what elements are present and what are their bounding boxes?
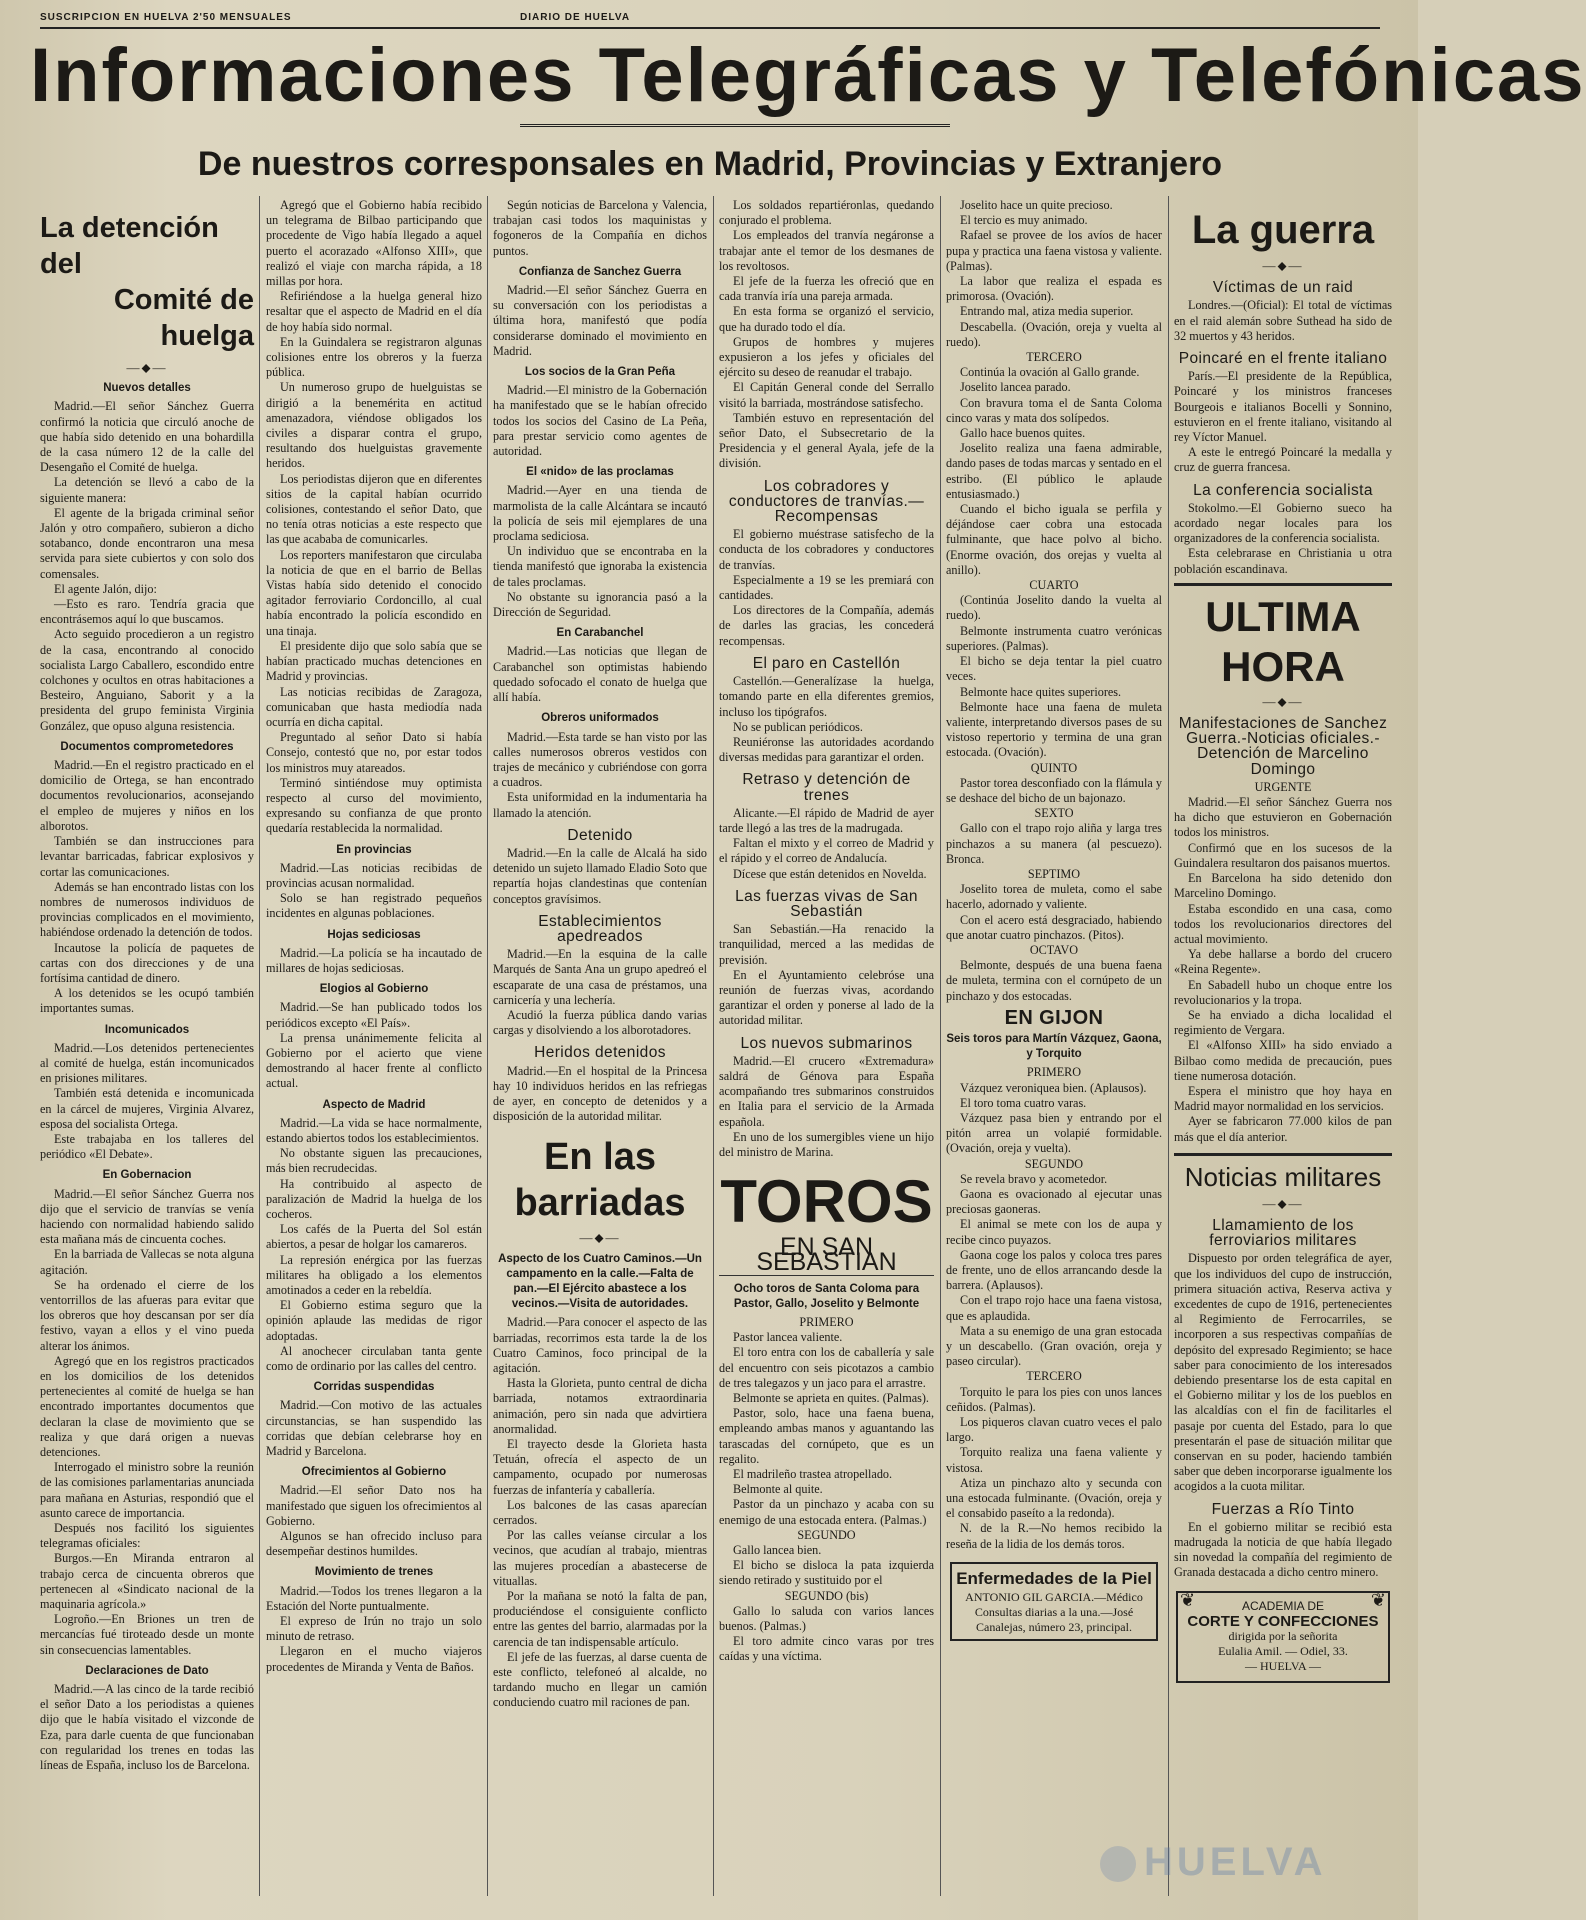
paragraph: Madrid.—Para conocer el aspecto de las barriadas, recorrimos esta tarde la de los Cuatro Caminos, foco principal de la agitación. — [493, 1315, 707, 1375]
paragraph: Belmonte al quite. — [733, 1482, 823, 1497]
paragraph: Ya debe hallarse a bordo del crucero «Reina Regente». — [1174, 947, 1392, 977]
round-label: SEGUNDO (bis) — [784, 1588, 869, 1603]
paragraph: Madrid.—Se han publicado todos los periódicos excepto «El País». — [266, 1000, 482, 1030]
paragraph: Gallo lo saluda con varios lances buenos. (Palmas.) — [719, 1603, 934, 1634]
paragraph: El jefe de la fuerza les ofreció que en cada tranvía iría una pareja armada. — [719, 274, 934, 304]
column-rule — [940, 196, 941, 1896]
paragraph: Castellón.—Generalízase la huelga, tomando parte en ella diferentes gremios, incluso los tipógrafos. — [719, 674, 934, 719]
paragraph: No obstante su ignorancia pasó a la Dirección de Seguridad. — [493, 589, 707, 620]
column-rule — [1168, 196, 1169, 1896]
paragraph: París.—El presidente de la República, Poincaré y los ministros franceses Bourgeois e italianos Bocelli y Sonnino, estuvieron en el frente italiano, visitando al rey Víctor Manuel. — [1174, 369, 1392, 445]
section-heading: Víctimas de un raid — [1212, 279, 1354, 297]
round-label: QUINTO — [1030, 760, 1078, 775]
section-heading: Seis toros para Martín Vázquez, Gaona, y Torquito — [946, 1032, 1162, 1061]
paragraph: Madrid.—El señor Dato nos ha manifestado que siguen los ofrecimientos al Gobierno. — [266, 1483, 482, 1528]
paragraph: Incautose la policía de paquetes de cartas con dos direcciones y de una fortísima cantidad de dinero. — [40, 940, 254, 985]
paragraph: No se publican periódicos. — [733, 719, 863, 734]
paragraph: Vázquez veroniquea bien. (Aplausos). — [960, 1080, 1147, 1095]
paragraph: Preguntado al señor Dato si había Consejo, contestó que no, por estar todos los ministros muy atareados. — [266, 730, 482, 775]
paragraph: En Barcelona ha sido detenido don Marcelino Domingo. — [1174, 871, 1392, 901]
paragraph: Un numeroso grupo de huelguistas se dirigió a la benemérita en actitud amenazadora, viéndose obligados los civiles a disparar contra el grupo, resultando dos huelguistas gravemente heridos. — [266, 380, 482, 471]
paragraph: Ha contribuido al aspecto de paralización de Madrid la huelga de los cocheros. — [266, 1176, 482, 1221]
section-heading: Corridas suspendidas — [313, 1381, 435, 1394]
paragraph: En el Ayuntamiento celebróse una reunión de fuerzas vivas, acordando garantizar el orden y ponerse al lado de la autoridad militar. — [719, 967, 934, 1028]
paragraph: El toro entra con los de caballería y sale del encuentro con seis picotazos a cambio de tres talegazos y un jaco para el arrastre. — [719, 1345, 934, 1390]
round-label: TERCERO — [1026, 1369, 1082, 1384]
paragraph: Los reporters manifestaron que circulaba la noticia de que en el barrio de Bellas Vistas había sido detenido el conocido agitador ferroviario Cordoncillo, al cual había encontrado la policía escondido en una tinaja. — [266, 547, 482, 638]
section-heading: Los socios de la Gran Peña — [524, 366, 676, 379]
section-heading: En provincias — [336, 843, 412, 856]
section-heading: Los cobradores y conductores de tranvías.—Recompensas — [728, 477, 925, 526]
ornament-divider: —⬥— — [1262, 693, 1304, 709]
paragraph: Madrid.—Todos los trenes llegaron a la Estación del Norte puntualmente. — [266, 1583, 482, 1613]
paragraph: Burgos.—En Miranda entraron al trabajo cerca de cincuenta obreros que pertenecen al «Sindicato nacional de la maquinaria agrícola.» — [40, 1551, 254, 1612]
paragraph: En el gobierno militar se recibió esta madrugada la noticia de que había llegado sin novedad la compañía del regimiento de Granada destacada a dicho centro minero. — [1174, 1519, 1392, 1580]
paragraph: Al anochecer circulaban tanta gente como de ordinario por las calles del centro. — [266, 1343, 482, 1374]
flourish-icon: ❦ — [1180, 1589, 1196, 1610]
round-label: TERCERO — [1026, 350, 1082, 365]
paragraph: Madrid.—Los detenidos pertenecientes al comité de huelga, están incomunicados en prisiones militares. — [40, 1040, 254, 1086]
paragraph: Madrid.—La vida se hace normalmente, estando abiertos todos los establecimientos. — [266, 1115, 482, 1145]
section-heading: Obreros uniformados — [541, 712, 659, 725]
round-label: SEGUNDO — [1024, 1156, 1084, 1171]
column-rule — [487, 196, 488, 1896]
paragraph: Además se han encontrado listas con los nombres de numerosos individuos de provincias complicados en el movimiento, habiéndose ordenado la detención de todos. — [40, 879, 254, 940]
paragraph: El Capitán General conde del Serrallo visitó la barriada, mostrándose satisfecho. — [719, 380, 934, 410]
paragraph: Llegaron en el mucho viajeros procedentes de Miranda y Venta de Baños. — [266, 1644, 482, 1674]
paragraph: Madrid.—Esta tarde se han visto por las calles numerosos obreros vestidos con trajes de mecánico y cubriéndose con gorra a cuadros. — [493, 729, 707, 790]
paragraph: Madrid.—El señor Sánchez Guerra confirmó la noticia que circuló anoche de que había sido detenido en una bohardilla de la casa número 12 de la calle del Desengaño el Comité de huelga. — [40, 399, 254, 475]
paragraph: El toro toma cuatro varas. — [960, 1095, 1087, 1110]
paragraph: Estaba escondido en una casa, como todos los revolucionarios directores del actual movimiento. — [1174, 901, 1392, 946]
page-banner: Informaciones Telegráficas y Telefónicas — [30, 33, 1586, 118]
paragraph: Vázquez pasa bien y entrando por el pitón arrea un volapié formidable. (Ovación, oreja y vuelta). — [946, 1110, 1162, 1156]
paragraph: Torquito realiza una faena valiente y vistosa. — [946, 1445, 1162, 1475]
paragraph: Madrid.—Las noticias recibidas de provincias acusan normalidad. — [266, 860, 482, 890]
paragraph: Espera el ministro que hoy haya en Madrid mayor normalidad en los servicios. — [1174, 1083, 1392, 1114]
section-heading: Documentos comprometedores — [60, 740, 234, 753]
paragraph: Torquito le para los pies con unos lances ceñidos. (Palmas). — [946, 1384, 1162, 1414]
ad-line: Eulalia Amil. — Odiel, 33. — [1218, 1644, 1348, 1659]
paragraph: El animal se mete con los de aupa y recibe cinco puyazos. — [946, 1217, 1162, 1247]
paragraph: Gallo lancea bien. — [733, 1543, 822, 1558]
paragraph: El trayecto desde la Glorieta hasta Tetuán, ofrecía el aspecto de un campamento, ocupado por numerosas fuerzas de infantería y caballería. — [493, 1437, 707, 1497]
paragraph: Joselito realiza una faena admirable, dando pases de todas marcas y sentado en el estribo. (El público le aplaude entusiasmado.) — [946, 441, 1162, 501]
paragraph: Reuniéronse las autoridades acordando diversas medidas para garantizar el orden. — [719, 734, 934, 765]
paragraph: Madrid.—En el hospital de la Princesa hay 10 individuos heridos en las refriegas de ayer, en concepto de detenidos y a disposición de la autoridad militar. — [493, 1063, 707, 1124]
article-headline: ULTIMA HORA — [1174, 583, 1392, 692]
paragraph: Con el trapo rojo hace una faena vistosa, que es aplaudida. — [946, 1293, 1162, 1323]
section-heading: Movimiento de trenes — [314, 1566, 434, 1579]
paragraph: Esta celebrarase en Christiania u otra población escandinava. — [1174, 546, 1392, 576]
paragraph: Esta uniformidad en la indumentaria ha llamado la atención. — [493, 790, 707, 820]
paragraph: Los empleados del tranvía negáronse a trabajar ante el temor de los desmanes de los revoltosos. — [719, 228, 934, 273]
column-5 — [946, 198, 1162, 1898]
paragraph: Después nos facilitó los siguientes telegramas oficiales: — [40, 1521, 254, 1551]
paragraph: Se ha enviado a dicha localidad el regimiento de Vergara. — [1174, 1007, 1392, 1038]
ornament-divider: —⬥— — [1262, 258, 1304, 273]
ad-doctor: ANTONIO GIL GARCIA.—Médico — [965, 1589, 1143, 1604]
paragraph: El gobierno muéstrase satisfecho de la conducta de los cobradores y conductores de tranvías. — [719, 527, 934, 572]
paragraph: Joselito hace un quite precioso. — [960, 198, 1113, 212]
paragraph: Madrid.—El señor Sánchez Guerra nos dijo que el servicio de tranvías se venía haciendo con normalidad habiendo salido esta mañana más de cincuenta coches. — [40, 1186, 254, 1247]
archive-watermark: HUELVA — [1100, 1840, 1327, 1885]
section-heading: El «nido» de las proclamas — [526, 466, 674, 479]
paragraph: Interrogado el ministro sobre la reunión de las comisiones parlamentarias anunciada para mañana en Asturias, respondió que el asunto carece de importancia. — [40, 1460, 254, 1520]
paragraph: La labor que realiza el espada es primorosa. (Ovación). — [946, 274, 1162, 304]
section-heading: Poincaré en el frente italiano — [1178, 350, 1388, 368]
paragraph: Faltan el mixto y el correo de Madrid y el rápido y el correo de Andalucía. — [719, 836, 934, 866]
paragraph: Especialmente a 19 se les premiará con cantidades. — [719, 572, 934, 603]
paragraph: Gaona es ovacionado al ejecutar unas preciosas gaoneras. — [946, 1187, 1162, 1217]
paragraph: El expreso de Irún no trajo un solo minuto de retraso. — [266, 1614, 482, 1644]
section-heading: Aspecto de los Cuatro Caminos.—Un campamento en la calle.—Falta de pan.—El Ejército abastece a los vecinos.—Visita de autoridades. — [498, 1252, 702, 1311]
paragraph: Madrid.—El ministro de la Gobernación ha manifestado que se le habían ofrecido todos los socios del Casino de La Peña, para prestar servicio como agentes de autoridad. — [493, 383, 707, 459]
round-label: PRIMERO — [1026, 1065, 1082, 1080]
paragraph: Belmonte instrumenta cuatro verónicas superiores. (Palmas). — [946, 623, 1162, 653]
paragraph: N. de la R.—No hemos recibido la reseña de la lidia de los demás toros. — [946, 1521, 1162, 1551]
paragraph: Terminó sintiéndose muy optimista respecto al curso del movimiento, expresando su confianza de que pronto quedaría restablecida la normalidad. — [266, 775, 482, 836]
paragraph: El bicho se disloca la pata izquierda siendo retirado y sustituido por el — [719, 1558, 934, 1588]
paragraph: La represión enérgica por las fuerzas militares ha obligado a los elementos amotinados a ceder en la rebeldía. — [266, 1252, 482, 1298]
paragraph: Este trabajaba en los talleres del periódico «El Debate». — [40, 1131, 254, 1162]
article-headline: TOROS — [720, 1168, 933, 1236]
paragraph: Los cafés de la Puerta del Sol están abiertos, a pesar de holgar los camareros. — [266, 1222, 482, 1252]
paragraph: Cuando el bicho iguala se perfila y déjándose caer cobra una estocada fulminante, que hace polvo al bicho. (Enorme ovación, dos orejas y vuelta al anillo). — [946, 502, 1162, 577]
ornament-divider: —⬥— — [126, 360, 168, 375]
column-rule — [259, 196, 260, 1896]
paragraph: Los balcones de las casas aparecían cerrados. — [493, 1497, 707, 1528]
article-headline: La detención del Comité de huelga — [40, 212, 254, 352]
section-heading: Aspecto de Madrid — [322, 1098, 426, 1111]
round-label: SEGUNDO — [797, 1527, 856, 1542]
column-3 — [493, 198, 707, 1898]
paragraph: Agregó que el Gobierno había recibido un telegrama de Bilbao participando que procedente de Vigo había llegado a aquel puerto el acorazado «Alfonso XIII», que realizó el viaje con marcha rápida, a 18 millas por hora. — [266, 198, 482, 289]
section-heading: Heridos detenidos — [534, 1044, 666, 1062]
section-heading: Incomunicados — [104, 1023, 190, 1036]
masthead-rule — [40, 27, 1380, 29]
paragraph: Continúa la ovación al Gallo grande. — [960, 365, 1140, 380]
paragraph: Gallo hace buenos quites. — [960, 426, 1086, 441]
section-heading: Retraso y detención de trenes — [742, 771, 911, 804]
paragraph: Pastor da un pinchazo y acaba con su enemigo de una estocada entera. (Palmas.) — [719, 1497, 934, 1527]
paragraph: El tercio es muy animado. — [960, 213, 1088, 228]
paragraph: Solo se han registrado pequeños incidentes en algunas poblaciones. — [266, 891, 482, 921]
section-heading: El paro en Castellón — [752, 654, 901, 672]
ad-hours: Consultas diarias a la una.—José Canalejas, número 23, principal. — [974, 1604, 1134, 1634]
paragraph: El «Alfonso XIII» ha sido enviado a Bilbao como medida de precaución, pues tiene numerosa dotación. — [1174, 1038, 1392, 1083]
paper-name: DIARIO DE HUELVA — [520, 12, 631, 23]
paragraph: Madrid.—A las cinco de la tarde recibió el señor Dato a los periodistas a quienes dijo que le había visitado el vizconde de Eza, para darle cuenta de que funcionaban con regularidad los trenes en todas las líneas de España, incluso los de Barcelona. — [40, 1682, 254, 1773]
section-heading: Confianza de Sanchez Guerra — [518, 265, 682, 278]
paragraph: Belmonte, después de una buena faena de muleta, termina con el cornúpeto de un pinchazo y dos estocadas. — [946, 958, 1162, 1003]
paragraph: En la barriada de Vallecas se nota alguna agitación. — [40, 1247, 254, 1277]
paragraph: El madrileño trastea atropellado. — [733, 1467, 893, 1482]
paragraph: Madrid.—La policía se ha incautado de millares de hojas sediciosas. — [266, 945, 482, 975]
column-1 — [40, 198, 254, 1898]
paragraph: Belmonte hace una faena de muleta valiente, interpretando diversos pases de su vistoso repertorio y termina de una gran estocada. (Ovación). — [946, 699, 1162, 760]
flourish-icon: ❦ — [1370, 1589, 1386, 1610]
paragraph: Logroño.—En Briones un tren de mercancías fué tiroteado desde un monte sin consecuencias lamentables. — [40, 1612, 254, 1657]
paragraph: Entrando mal, atiza media superior. — [960, 304, 1134, 319]
advertisement — [1176, 1591, 1390, 1683]
paragraph: En Sabadell hubo un choque entre los revolucionarios y la tropa. — [1174, 977, 1392, 1007]
paragraph: En esta forma se organizó el servicio, que ha durado todo el día. — [719, 304, 934, 334]
paragraph: Joselito torea de muleta, como el sabe hacerlo, adornado y valiente. — [946, 882, 1162, 912]
paragraph: Grupos de hombres y mujeres expusieron a los jefes y oficiales del ejército su deseo de reanudar el trabajo. — [719, 334, 934, 380]
paragraph: Alicante.—El rápido de Madrid de ayer tarde llegó a las tres de la madrugada. — [719, 805, 934, 835]
paragraph: Madrid.—En el registro practicado en el domicilio de Ortega, se han encontrado documentos revolucionarios, aconsejando el empleo de mujeres y niños en los alborotos. — [40, 758, 254, 833]
paragraph: San Sebastián.—Ha renacido la tranquilidad, merced a las medidas de previsión. — [719, 922, 934, 967]
paragraph: Madrid.—El crucero «Extremadura» saldrá de Génova para España acompañando tres submarinos construidos en Italia para el servicio de la Armada española. — [719, 1053, 934, 1129]
section-heading: Los nuevos submarinos — [740, 1034, 913, 1052]
section-heading: EN GIJON — [1004, 1006, 1104, 1029]
section-heading: Detenido — [567, 826, 633, 844]
section-heading: Ofrecimientos al Gobierno — [301, 1466, 447, 1479]
paragraph: La prensa unánimemente felicita al Gobierno por el acierto que viene demostrando al hacer frente al conflicto actual. — [266, 1030, 482, 1091]
article-headline: La guerra — [1191, 208, 1375, 252]
paragraph: Belmonte hace quites superiores. — [960, 684, 1122, 699]
paragraph: Stokolmo.—El Gobierno sueco ha acordado negar locales para los organizadores de la conferencia socialista. — [1174, 500, 1392, 546]
paragraph: Joselito lancea parado. — [960, 380, 1071, 395]
paragraph: Dícese que están detenidos en Novelda. — [733, 866, 927, 881]
banner-rule — [520, 124, 950, 127]
paragraph: Se revela bravo y acometedor. — [960, 1171, 1108, 1186]
paragraph: En la Guindalera se registraron algunas colisiones entre los obreros y la fuerza pública. — [266, 334, 482, 380]
paragraph: Acudió la fuerza pública dando varias cargas y disolviendo a los alborotadores. — [493, 1007, 707, 1038]
paragraph: También está detenida e incomunicada en la cárcel de mujeres, Virginia Alvarez, esposa del socialista Ortega. — [40, 1086, 254, 1131]
paragraph: No obstante siguen las precauciones, más bien recrudecidas. — [266, 1146, 482, 1176]
paragraph: Por la mañana se notó la falta de pan, produciéndose el consiguiente conflicto entre las gentes del barrio, alarmadas por la carencia de tan indispensable artículo. — [493, 1589, 707, 1649]
ad-line: — HUELVA — — [1244, 1659, 1321, 1674]
paragraph: En uno de los sumergibles viene un hijo del ministro de Marina. — [719, 1129, 934, 1159]
round-label: OCTAVO — [1029, 942, 1079, 957]
round-label: PRIMERO — [799, 1315, 854, 1329]
paragraph: Con bravura toma el de Santa Coloma cinco varas y mata dos solípedos. — [946, 395, 1162, 425]
paragraph: Ayer se fabricaron 77.000 kilos de pan más que el día anterior. — [1174, 1114, 1392, 1144]
advertisement — [950, 1562, 1158, 1641]
round-label: CUARTO — [1029, 578, 1079, 593]
paragraph: También estuvo en representación del señor Dato, el Subsecretario de la Presidencia y el general Ayala, jefe de la división. — [719, 410, 934, 471]
section-heading: Llamamiento de los ferroviarios militares — [1209, 1216, 1357, 1250]
paragraph: Los periodistas dijeron que en diferentes sitios de la capital habían ocurrido colisiones, contestando el señor Dato, que no tenía otras noticias a este respecto que las que acababa de comunicarles. — [266, 471, 482, 547]
subscription-note: SUSCRIPCION EN HUELVA 2'50 MENSUALES — [40, 12, 292, 23]
paragraph: El presidente dijo que solo sabía que se habían practicado muchas detenciones en Madrid y provincias. — [266, 638, 482, 684]
paragraph: (Continúa Joselito dando la vuelta al ruedo). — [946, 593, 1162, 623]
section-heading: En Carabanchel — [556, 627, 644, 640]
section-heading: La conferencia socialista — [1193, 481, 1373, 499]
paragraph: Agregó que en los registros practicados en los domicilios de los detenidos pertenecientes al comité de huelga se han encontrado importantes documentos que declaran la clase de movimiento que se realiza y que dará origen a nuevas detenciones. — [40, 1353, 254, 1460]
section-heading: Manifestaciones de Sanchez Guerra.-Noticias oficiales.- Detención de Marcelino Domingo — [1178, 715, 1388, 778]
column-rule — [713, 196, 714, 1896]
paragraph: Belmonte se aprieta en quites. (Palmas). — [733, 1391, 929, 1406]
paragraph: Algunos se han ofrecido incluso para desempeñar destinos humildes. — [266, 1529, 482, 1559]
section-heading: Declaraciones de Dato — [85, 1664, 209, 1677]
paragraph: Refiriéndose a la huelga general hizo resaltar que el aspecto de Madrid en el día de hoy había sido normal. — [266, 289, 482, 334]
paragraph: Dispuesto por orden telegráfica de ayer, que los individuos del cupo de instrucción, primera situación activa, Reserva activa y excedentes de cupo de 1916, pertenecientes al Regimiento de Ferrocarriles, se incorporen a sus respectivas compañías de depósito del expresado Regimiento; se hace saber para conocimiento de los interesados debiendo presentarse los de esta capital en el Gobierno militar y los de los pueblos en las alcaldías con el fin de facilitarles el pasaje por cuenta del Estado, para lo que presentarán el pase de situación militar que conservan en su poder, haciendo también saber que deben incorporarse igualmente los acogidos a la cuota militar. — [1174, 1251, 1392, 1494]
paragraph: El agente de la brigada criminal señor Jalón y otro compañero, subieron a dicho sotabanco, donde encontraron una mesa servida para siete cubiertos y con solo dos comensales. — [40, 505, 254, 581]
paragraph: El bicho se deja tentar la piel cuatro veces. — [946, 654, 1162, 684]
paragraph: Pastor torea desconfiado con la flámula y se deshace del bicho de un bajonazo. — [946, 775, 1162, 805]
round-label: SEPTIMO — [1027, 866, 1081, 881]
section-heading: En Gobernacion — [102, 1169, 192, 1182]
paragraph: Según noticias de Barcelona y Valencia, trabajan casi todos los maquinistas y fogoneros de la Compañía en dichos puntos. — [493, 198, 707, 258]
paragraph: Se ha ordenado el cierre de los ventorrillos de las afueras para evitar que los obreros que hoy descansan por ser día festivo, vayan a ellos y el vino pueda alterar los ánimos. — [40, 1277, 254, 1353]
section-heading: Hojas sediciosas — [327, 928, 421, 941]
paragraph: Gaona coge los palos y coloca tres pares de frente, uno de ellos arrancando desde la barrera. (Aplausos). — [946, 1247, 1162, 1293]
paragraph: A este le entregó Poincaré la medalla y cruz de guerra francesa. — [1174, 445, 1392, 475]
paragraph: Madrid.—Ayer en una tienda de marmolista de la calle Alcántara se incautó la policía de seis mil ejemplares de una proclama sediciosa. — [493, 483, 707, 544]
ad-line: dirigida por la señorita — [1228, 1629, 1338, 1644]
ornament-divider: —⬥— — [1262, 1195, 1304, 1211]
article-subheadline: EN SAN SEBASTIAN — [719, 1240, 934, 1275]
paragraph: Pastor lancea valiente. — [733, 1330, 843, 1345]
paragraph: Madrid.—Las noticias que llegan de Carabanchel son optimistas habiendo quedado sofocado el conato de huelga que allí había. — [493, 644, 707, 705]
section-heading: Las fuerzas vivas de San Sebastián — [735, 887, 918, 920]
paragraph: Hasta la Glorieta, punto central de dicha barriada, notamos extraordinaria animación, pero sin nada que advirtiera anormalidad. — [493, 1376, 707, 1436]
paragraph: El toro admite cinco varas por tres caídas y una víctima. — [719, 1634, 934, 1664]
paragraph: Madrid.—Con motivo de las actuales circunstancias, se han suspendido las corridas que debían celebrarse hoy en Madrid y Barcelona. — [266, 1398, 482, 1459]
paragraph: A los detenidos se les ocupó también importantes sumas. — [40, 986, 254, 1016]
masthead-strip — [40, 8, 1380, 30]
paragraph: Madrid.—El señor Sánchez Guerra en su conversación con los periodistas a última hora, manifestó que podía considerarse dominado el movimiento en Madrid. — [493, 283, 707, 358]
column-4 — [719, 198, 934, 1898]
paragraph: Rafael se provee de los avíos de hacer pupa y practica una faena vistosa y valiente. (Palmas). — [946, 228, 1162, 273]
paragraph: Atiza un pinchazo alto y secunda con una estocada fulminante. (Ovación, oreja y el consabido paseíto a la redonda). — [946, 1475, 1162, 1521]
paragraph: También se dan instrucciones para levantar barricadas, fabricar explosivos y cortar las comunicaciones. — [40, 834, 254, 879]
ornament-divider: —⬥— — [579, 1230, 621, 1246]
watermark-logo-icon — [1100, 1846, 1136, 1882]
paragraph: Los piqueros clavan cuatro veces el palo largo. — [946, 1415, 1162, 1445]
paragraph: La detención se llevó a cabo de la siguiente manera: — [40, 475, 254, 505]
paragraph: El Gobierno estima seguro que la opinión aplaude las medidas de rigor adoptadas. — [266, 1298, 482, 1343]
paragraph: Londres.—(Oficial): El total de víctimas en el raid alemán sobre Suthead ha sido de 32 muertos y 43 heridos. — [1174, 298, 1392, 343]
ad-title: CORTE Y CONFECCIONES — [1187, 1612, 1379, 1630]
paragraph: Con el acero está desgraciado, habiendo que anotar cuatro pinchazos. (Pitos). — [946, 912, 1162, 942]
section-heading: Elogios al Gobierno — [319, 983, 429, 996]
section-heading: Ocho toros de Santa Coloma para Pastor, Gallo, Joselito y Belmonte — [733, 1282, 920, 1310]
paragraph: Acto seguido procedieron a un registro de la casa, encontrando al conocido socialista Largo Caballero, escondido entre colchones y ocultos en otras habitaciones a Besteiro, Anguiano, Saborit y a la presidenta del grupo feminista Virginia González, que opuso alguna resistencia. — [40, 627, 254, 733]
paragraph: Gallo con el trapo rojo aliña y larga tres pinchazos a su manera (al pescuezo). Bronca. — [946, 821, 1162, 866]
paragraph: Descabella. (Ovación, oreja y vuelta al ruedo). — [946, 319, 1162, 349]
paragraph: Madrid.—En la calle de Alcalá ha sido detenido un sujeto llamado Eladio Soto que repartía hojas clandestinas que contenían conceptos gravísimos. — [493, 845, 707, 906]
paragraph: Mata a su enemigo de una gran estocada y un descabello. (Gran ovación, oreja y paseo circular). — [946, 1323, 1162, 1369]
paragraph: Madrid.—El señor Sánchez Guerra nos ha dicho que estuvieron en Gobernación todos los ministros. — [1174, 795, 1392, 840]
urgent-label: URGENTE — [1254, 779, 1312, 794]
paragraph: Confirmó que en los sucesos de la Guindalera resultaron dos paisanos muertos. — [1174, 840, 1392, 870]
section-heading: Nuevos detalles — [103, 382, 191, 395]
section-heading: Fuerzas a Río Tinto — [1211, 1500, 1355, 1518]
paragraph: Las noticias recibidas de Zaragoza, comunicaban que hasta mediodía nada ocurría en dicha capital. — [266, 684, 482, 729]
paragraph: El jefe de las fuerzas, al darse cuenta de este conflicto, telefoneó al alcalde, no tardando mucho en llegar un camión conduciendo cuatro mil raciones de pan. — [493, 1649, 707, 1710]
paragraph: Los soldados repartiéronlas, quedando conjurado el problema. — [719, 198, 934, 228]
column-2 — [266, 198, 482, 1898]
article-headline: En las barriadas — [514, 1136, 686, 1225]
paragraph: Pastor, solo, hace una faena buena, empleando ambas manos y aguantando las tarascadas del cornúpeto, que es un regalito. — [719, 1406, 934, 1466]
round-label: SEXTO — [1034, 806, 1074, 821]
page-subhead: De nuestros corresponsales en Madrid, Provincias y Extranjero — [197, 145, 1223, 183]
paragraph: Un individuo que se encontraba en la tienda manifestó que ignoraba la existencia de tales proclamas. — [493, 544, 707, 589]
section-heading: Establecimientos apedreados — [538, 912, 662, 945]
paragraph: El agente Jalón, dijo: — [54, 581, 157, 596]
paragraph: —Esto es raro. Tendría gracia que encontrásemos aquí lo que buscamos. — [40, 597, 254, 627]
ad-line: ACADEMIA DE — [1241, 1598, 1325, 1613]
paragraph: Madrid.—En la esquina de la calle Marqués de Santa Ana un grupo apedreó el escaparate de una casa de préstamos, una carnicería y una lechería. — [493, 947, 707, 1007]
article-headline: Noticias militares — [1174, 1153, 1392, 1194]
column-6 — [1174, 198, 1392, 1898]
ad-title: Enfermedades de la Piel — [956, 1568, 1152, 1588]
paragraph: Los directores de la Compañía, además de darles las gracias, les concederá recompensas. — [719, 603, 934, 648]
paragraph: Por las calles veíanse circular a los vecinos, que acudían al trabajo, mientras las mujeres procedían a abastecerse de vituallas. — [493, 1528, 707, 1588]
